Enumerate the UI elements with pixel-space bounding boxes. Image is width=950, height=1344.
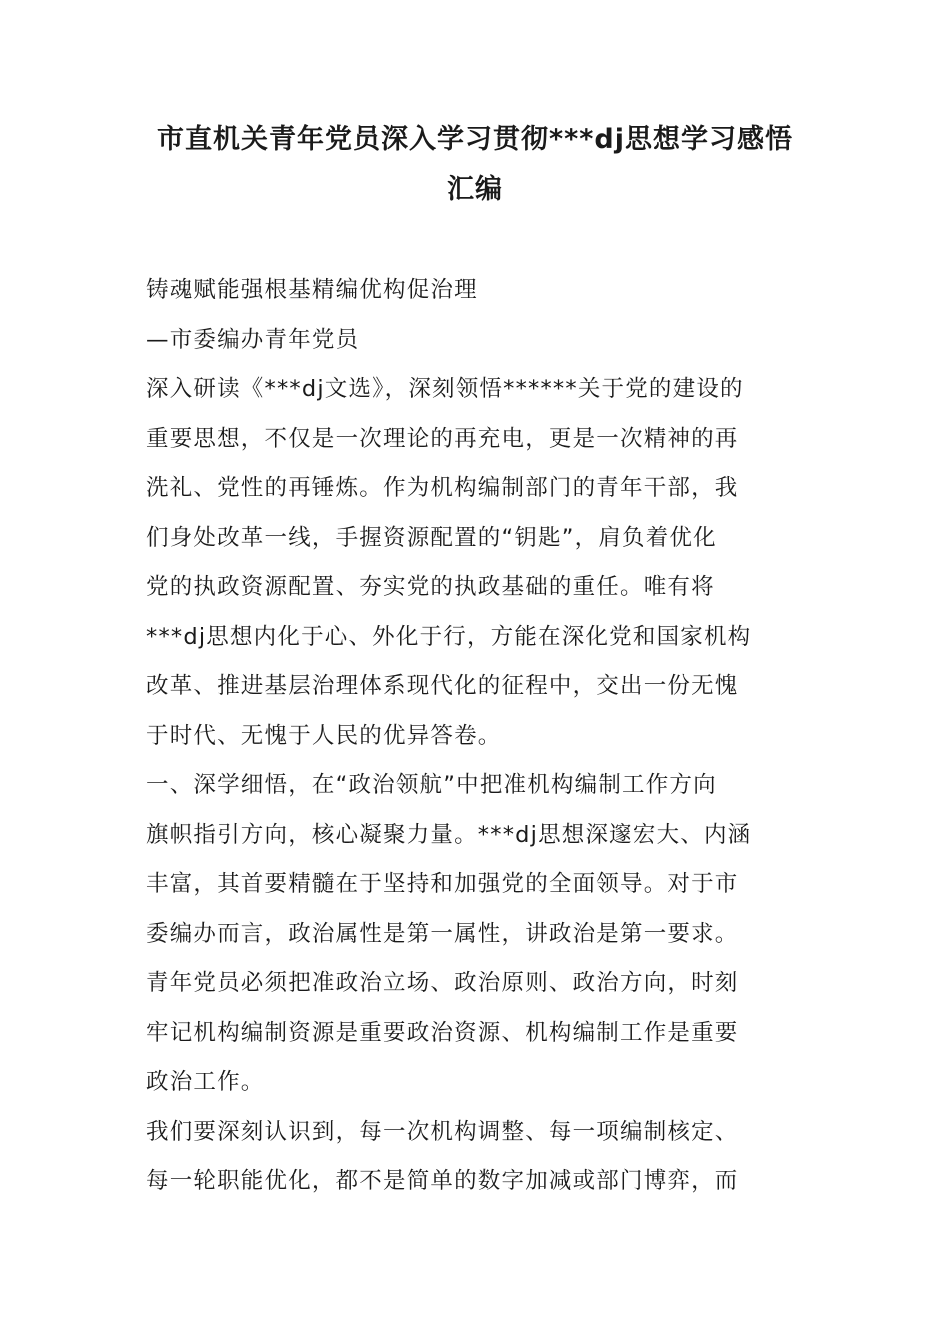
paragraph-line: 深入研读《***dj文选》，深刻领悟******关于党的建设的 [146,376,744,402]
author-text: —市委编办青年党员 [146,326,360,353]
paragraph-line: 们身处改革一线，手握资源配置的“钥匙”，肩负着优化 [146,524,717,551]
author-line [146,316,808,366]
paragraph-line: 洗礼、党性的再锤炼。作为机构编制部门的青年干部，我 [146,475,739,501]
paragraph-line: 重要思想，不仅是一次理论的再充电，更是一次精神的再 [146,425,739,452]
paragraph-line: 改革、推进基层治理体系现代化的征程中，交出一份无愧 [146,673,739,699]
paragraph-line: 委编办而言，政治属性是第一属性，讲政治是第一要求。 [146,920,739,947]
paragraph-line: 旗帜指引方向，核心凝聚力量。***dj思想深邃宏大、内涵 [146,821,752,848]
intro-paragraph [146,365,808,761]
paragraph-line: 丰富，其首要精髓在于坚持和加强党的全面领导。对于市 [146,871,739,897]
document-title [120,114,830,213]
section-paragraph-2 [146,1108,808,1207]
paragraph-line: ***dj思想内化于心、外化于行，方能在深化党和国家机构 [146,623,752,650]
document-body [146,266,808,1207]
subtitle-text: 铸魂赋能强根基精编优构促治理 [146,277,478,303]
paragraph-line: 每一轮职能优化，都不是简单的数字加减或部门博弈，而 [146,1168,739,1194]
paragraph-line: 牢记机构编制资源是重要政治资源、机构编制工作是重要 [146,1019,739,1046]
subtitle [146,266,808,316]
paragraph-line: 党的执政资源配置、夯实党的执政基础的重任。唯有将 [146,574,715,600]
section-heading [146,761,808,811]
paragraph-line: 我们要深刻认识到，每一次机构调整、每一项编制核定、 [146,1118,739,1145]
paragraph-line: 青年党员必须把准政治立场、政治原则、政治方向，时刻 [146,970,739,996]
section-heading-text: 一、深学细悟，在“政治领航”中把准机构编制工作方向 [146,772,717,798]
title-line-2: 汇编 [447,173,503,205]
section-paragraph [146,811,808,1108]
paragraph-line: 于时代、无愧于人民的优异答卷。 [146,722,502,749]
title-line-1: 市直机关青年党员深入学习贯彻***dj思想学习感悟 [157,124,793,155]
paragraph-line: 政治工作。 [146,1069,265,1095]
